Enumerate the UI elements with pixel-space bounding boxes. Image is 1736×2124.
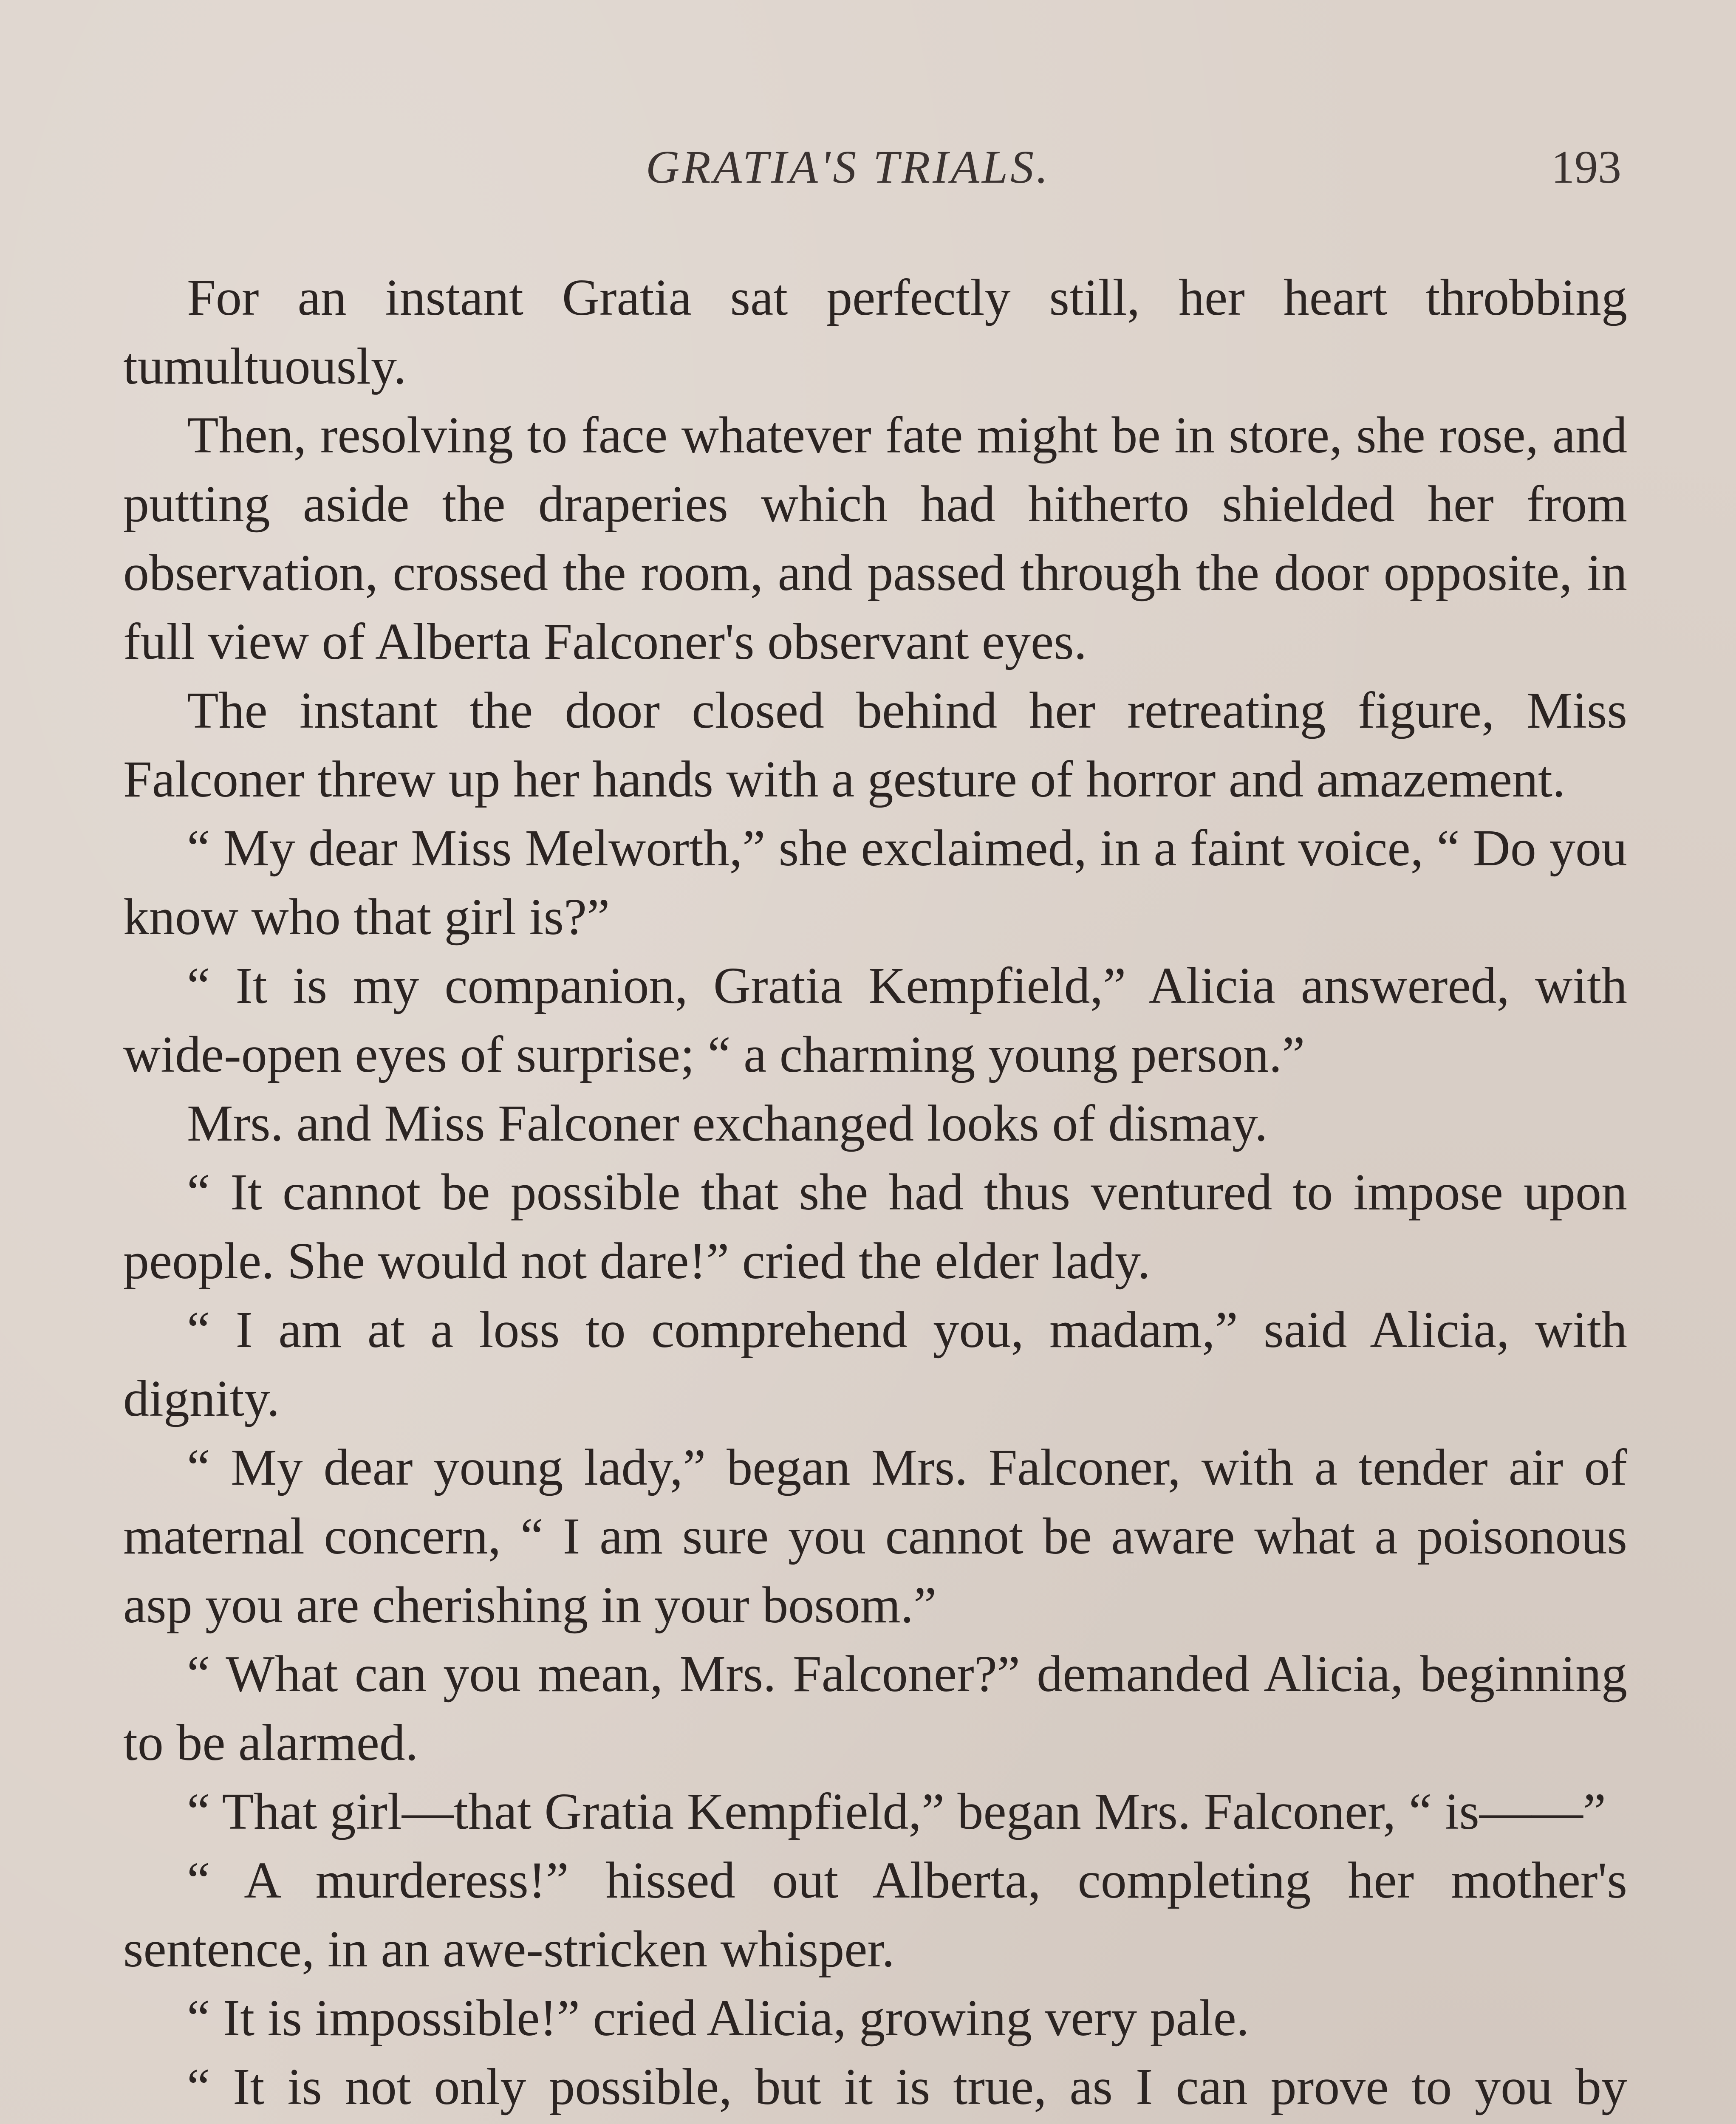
paragraph: Mrs. and Miss Falconer exchanged looks of dismay. [187, 1095, 1268, 1152]
paragraph: “ What can you mean, Mrs. Falconer?” demanded Alicia, beginning to be alarmed. [123, 1645, 1627, 1771]
paragraph: “ It is impossible!” cried Alicia, growing very pale. [187, 1989, 1250, 2047]
paragraph: For an instant Gratia sat perfectly still, her heart throbbing tumultuously. [123, 269, 1627, 395]
paragraph: “ My dear Miss Melworth,” she exclaimed, in a faint voice, “ Do you know who that girl is?” [123, 819, 1627, 946]
paragraph: “ My dear young lady,” began Mrs. Falconer, with a tender air of maternal concern, “ I am sure you cannot be aware what a poisonous asp you are cherishing in your bosom.” [123, 1439, 1627, 1634]
paragraph: “ A murderess!” hissed out Alberta, completing her mother's sentence, in an awe-stricken whisper. [123, 1852, 1627, 1978]
paragraph: The instant the door closed behind her retreating figure, Miss Falconer threw up her hands with a gesture of horror and amazement. [123, 682, 1627, 808]
paragraph: Then, resolving to face whatever fate might be in store, she rose, and putting aside the draperies which had hitherto shielded her from observation, crossed the room, and passed through the door opposite, in full view of Alberta Falconer's observant eyes. [123, 407, 1627, 670]
paragraph: “ It cannot be possible that she had thus ventured to impose upon people. She would not dare!” cried the elder lady. [123, 1164, 1627, 1290]
paragraph: “ That girl—that Gratia Kempfield,” began Mrs. Falconer, “ is——” [187, 1783, 1606, 1840]
page-number: 193 [1551, 141, 1621, 193]
paragraph: “ It is my companion, Gratia Kempfield,” Alicia answered, with wide-open eyes of surprise; “ a charming young person.” [123, 957, 1627, 1083]
body-text [123, 263, 1627, 2124]
running-head: GRATIA'S TRIALS. [646, 141, 1051, 193]
paragraph: “ It is not only possible, but it is true, as I can prove to you by [187, 2058, 1627, 2116]
paragraph: “ I am at a loss to comprehend you, madam,” said Alicia, with dignity. [123, 1301, 1627, 1427]
